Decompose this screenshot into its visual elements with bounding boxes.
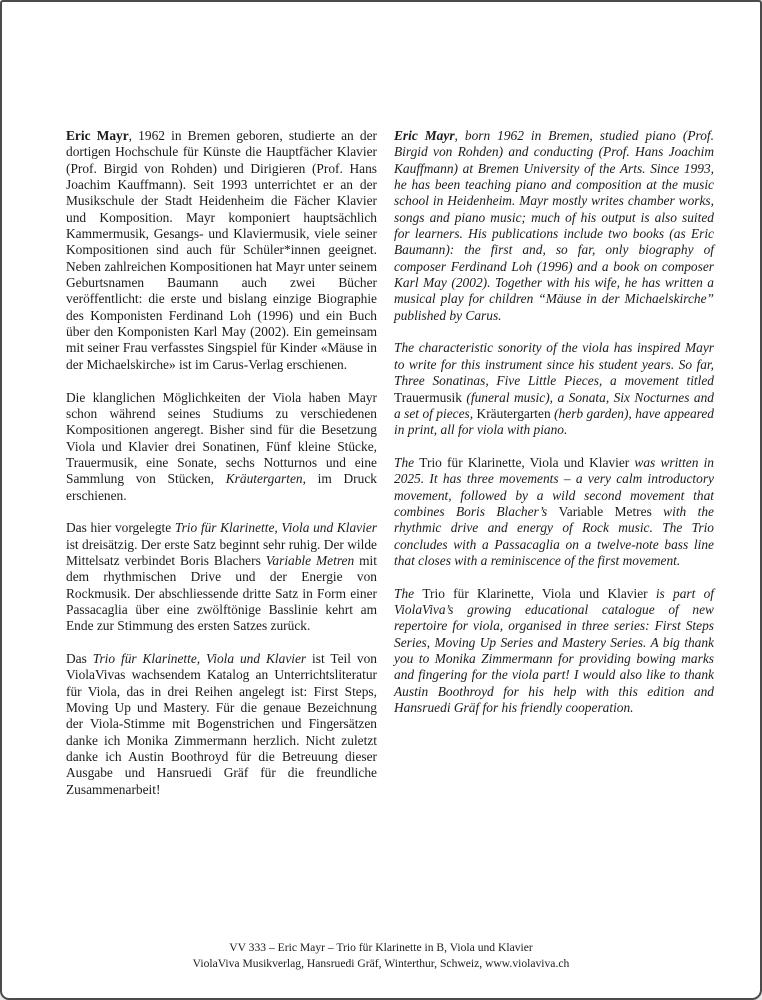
text-run: The [394,454,420,470]
text-run: (herb garden), have appeared in print, all for viola with piano. [394,405,715,438]
paragraph [394,455,714,569]
english-biography-column [394,128,714,798]
text-run: Trio für Klarinette, Viola und Klavier [422,585,648,601]
imprint-catalog-line: VV 333 – Eric Mayr – Trio für Klarinette in B, Viola und Klavier [229,941,533,954]
paragraph [394,340,714,438]
text-run: mit dem rhythmischen Drive und der Energie von Rockmusik. Der abschliessende dritte Satz in Form einer Passacaglia über eine zwölftönige Basslinie kehrt am Ende zur Stimmung des ersten Satzes zurück. [66,552,377,634]
text-run: Eric Mayr [66,128,129,143]
text-run: with the rhythmic drive and energy of Rock music. The Trio concludes with a Passacaglia on a twelve-note bass line that closes with a reminiscence of the first movement. [394,503,714,568]
imprint-footer [2,940,760,971]
text-run: Kräutergarten [225,471,303,487]
text-run: Variable Metren [265,552,355,568]
text-run: Das hier vorgelegte [66,520,175,536]
text-run: The characteristic sonority of the viola has inspired Mayr to write for this instrument since his student years. So far, Three Sonatinas, Five Little Pieces, a movement titled [394,340,714,389]
text-run: was written in 2025. It has three movements – a very calm introductory movement, followed by a wild second movement that combines Boris Blacher’s [394,454,714,519]
paragraph [66,390,377,504]
imprint-publisher-line: ViolaViva Musikverlag, Hansruedi Gräf, Winterthur, Schweiz, www.violaviva.ch [192,956,570,970]
text-run: (funeral music), a Sonata, Six Nocturnes and a set of pieces, [394,389,714,421]
paragraph [66,651,377,798]
paragraph [394,128,714,324]
text-run: Trauermusik [394,389,462,405]
preface-columns [66,128,714,798]
text-run: , born 1962 in Bremen, studied piano (Prof. Birgid von Rohden) and conducting (Prof. Hans Joachim Kauffmann) at Bremen University of the Arts. Since 1993, he has been teaching piano and composition at the music school in Heidenheim. Mayr mostly writes chamber works, songs and piano music; much of his output is also suited for learners. His publications include two books (as Eric Baumann): the first and, so far, only biography of composer Ferdinand Loh (1996) and a book on composer Karl May (2002). Together with his wife, he has written a musical play for children “Mäuse in der Michaelskirche” published by Carus. [394,128,714,323]
text-run: Trio für Klarinette, Viola und Klavier [92,651,307,666]
text-run: Die klanglichen Möglichkeiten der Viola haben Mayr schon während seines Studiums zu verschiedenen Kompositionen angeregt. Bisher sind für die Besetzung Viola und Klavier drei Sonatinen, Fünf kleine Stücke, Trauermusik, eine Sonate, sechs Notturnos und eine Sammlung von Stücken, [66,389,377,487]
text-run: , 1962 in Bremen geboren, studierte an der dortigen Hochschule für Künste die Hauptfächer Klavier (Prof. Birgid von Rohden) und Dirigieren (Prof. Hans Joachim Kauffmann). Seit 1993 unterrichtet er an der Musikschule der Stadt Heidenheim die Fächer Klavier und Komposition. Mayr komponiert hauptsächlich Kammermusik, Gesangs- und Klaviermusik, viele seiner Kompositionen sind auch für Schüler*innen geeignet. Neben zahlreichen Kompositionen hat Mayr unter seinem Geburtsnamen Baumann auch zwei Bücher veröffentlicht: die erste und bislang einzige Biographie des Komponisten Ferdinand Loh (1996) und ein Buch über den Komponisten Karl May (2002). Ein gemeinsam mit seiner Frau verfasstes Singspiel für Kinder «Mäuse in der Michaelskirche» ist im Carus-Verlag erschienen. [66,128,378,372]
paragraph [66,520,377,634]
text-run: Kräutergarten [476,405,551,421]
text-run: Das [66,651,93,666]
text-run: Trio für Klarinette, Viola und Klavier [419,454,630,470]
text-run: ist Teil von ViolaVivas wachsendem Katalog an Unterrichtsliteratur für Viola, das in drei Reihen angelegt ist: First Steps, Moving Up und Mastery. Für die genaue Bezeichnung der Viola-Stimme mit Bogenstrichen und Fingersätzen danke ich Monika Zimmermann herzlich. Nicht zuletzt danke ich Austin Boothroyd für die Betreuung dieser Ausgabe und Hansruedi Gräf für die freundliche Zusammenarbeit! [66,651,377,797]
paragraph [394,586,714,717]
german-biography-column [66,128,377,798]
text-run: Trio für Klarinette, Viola und Klavier [174,520,377,536]
text-run: Eric Mayr [394,128,455,143]
text-run: The [394,585,423,601]
text-run: ist dreisätzig. Der erste Satz beginnt sehr ruhig. Der wilde Mittelsatz verbindet Boris Blachers [66,536,377,568]
text-run: is part of ViolaViva’s growing educational catalogue of new repertoire for viola, organised in three series: First Steps Series, Moving Up Series and Mastery Series. A big thank you to Monika Zimmermann for providing bowing marks and fingering for the viola part! I would also like to thank Austin Boothroyd for his help with this edition and Hansruedi Gräf for his friendly cooperation. [394,585,714,716]
paragraph [66,128,377,373]
text-run: Variable Metres [558,503,652,519]
text-run: , im Druck erschienen. [66,471,377,503]
